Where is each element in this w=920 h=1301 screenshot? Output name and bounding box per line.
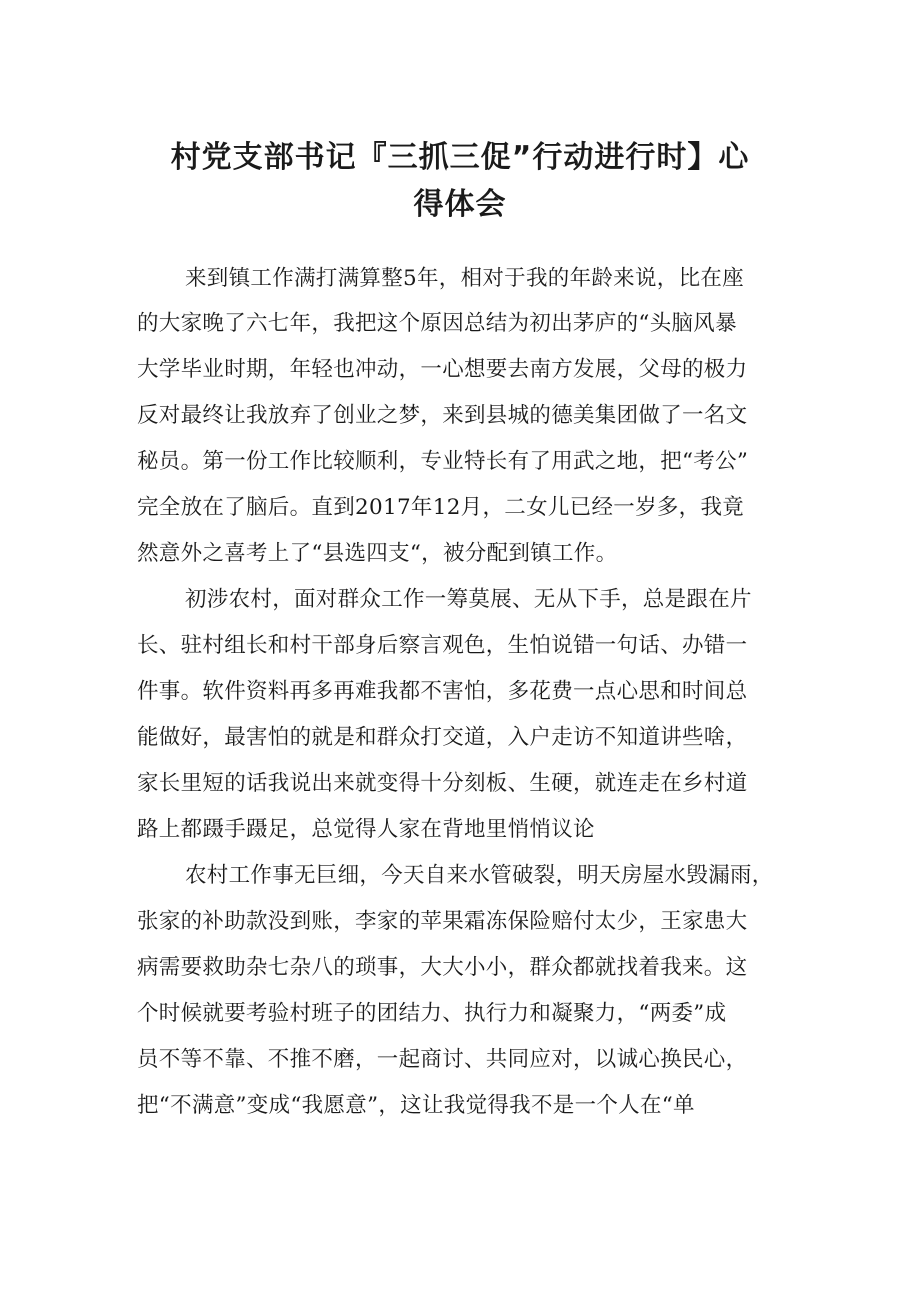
paragraph-2-line-2: 长、驻村组长和村干部身后察言观色，生怕说错一句话、办错一 bbox=[137, 633, 748, 658]
paragraph-1-line-2: 的大家晚了六七年，我把这个原因总结为初出茅庐的“头脑风暴 bbox=[137, 311, 737, 336]
paragraph-3-line-1: 农村工作事无巨细，今天自来水管破裂，明天房屋水毁漏雨， bbox=[185, 863, 774, 888]
paragraph-2-line-5: 家长里短的话我说出来就变得十分刻板、生硬，就连走在乡村道 bbox=[137, 771, 748, 796]
paragraph-1-line-7: 然意外之喜考上了“县选四支“，被分配到镇工作。 bbox=[137, 541, 618, 566]
paragraph-2-line-1: 初涉农村，面对群众工作一筹莫展、无从下手，总是跟在片 bbox=[185, 587, 752, 612]
paragraph-3-line-5: 员不等不靠、不推不磨，一起商讨、共同应对，以诚心换民心， bbox=[137, 1047, 748, 1072]
paragraph-3-line-2: 张家的补助款没到账，李家的苹果霜冻保险赔付太少，王家患大 bbox=[137, 909, 748, 934]
paragraph-1-line-6: 完全放在了脑后。直到2017年12月，二女儿已经一岁多，我竟 bbox=[137, 495, 745, 520]
paragraph-3-line-6: 把“不满意”变成“我愿意”，这让我觉得我不是一个人在“单 bbox=[137, 1093, 695, 1118]
paragraph-2-line-6: 路上都蹑手蹑足，总觉得人家在背地里悄悄议论 bbox=[137, 817, 595, 842]
paragraph-2-line-4: 能做好，最害怕的就是和群众打交道，入户走访不知道讲些啥， bbox=[137, 725, 748, 750]
document-title-line-2: 得体会 bbox=[413, 187, 507, 222]
paragraph-1-line-5: 秘员。第一份工作比较顺利，专业特长有了用武之地，把“考公” bbox=[137, 449, 749, 474]
paragraph-3-line-4: 个时候就要考验村班子的团结力、执行力和凝聚力，“两委”成 bbox=[137, 1001, 727, 1026]
paragraph-2-line-3: 件事。软件资料再多再难我都不害怕，多花费一点心思和时间总 bbox=[137, 679, 748, 704]
paragraph-1-line-3: 大学毕业时期，年轻也冲动，一心想要去南方发展，父母的极力 bbox=[137, 357, 748, 382]
paragraph-3-line-3: 病需要救助杂七杂八的琐事，大大小小，群众都就找着我来。这 bbox=[137, 955, 748, 980]
document-title-line-1: 村党支部书记『三抓三促”行动进行时】心 bbox=[170, 140, 750, 175]
paragraph-1-line-4: 反对最终让我放弃了创业之梦，来到县城的德美集团做了一名文 bbox=[137, 403, 748, 428]
paragraph-1-line-1: 来到镇工作满打满算整5年，相对于我的年龄来说，比在座 bbox=[185, 266, 744, 291]
